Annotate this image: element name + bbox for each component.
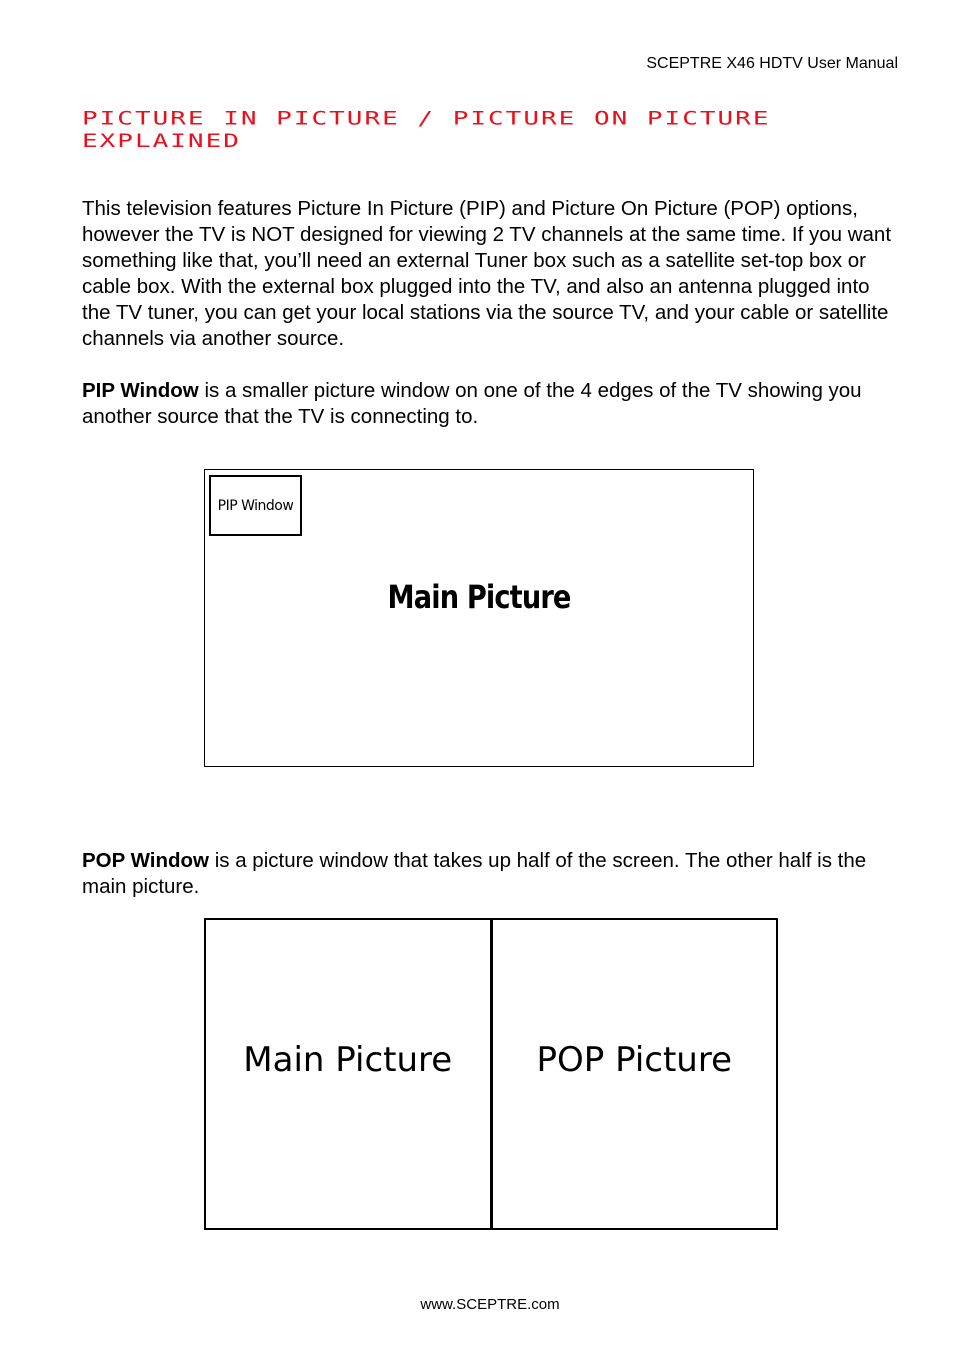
pop-term: POP Window xyxy=(82,849,209,872)
pop-main-picture-label: Main Picture xyxy=(243,1040,453,1080)
pop-diagram xyxy=(204,918,778,1230)
pip-term: PIP Window xyxy=(82,379,199,402)
pip-main-picture-label: Main Picture xyxy=(387,578,571,616)
pip-description: is a smaller picture window on one of the 4 edges of the TV showing you another source that the TV is connecting to. xyxy=(82,379,862,428)
pop-paragraph xyxy=(82,848,902,900)
page-header: SCEPTRE X46 HDTV User Manual xyxy=(646,55,898,72)
pop-picture-label: POP Picture xyxy=(536,1040,732,1080)
pop-description: is a picture window that takes up half of the screen. The other half is the main picture. xyxy=(82,849,867,898)
pip-paragraph xyxy=(82,378,902,430)
intro-paragraph: This television features Picture In Picture (PIP) and Picture On Picture (POP) options, however the TV is NOT designed for viewing 2 TV channels at the same time. If you want something like that, you’ll need an external Tuner box such as a satellite set-top box or cable box. With the external box plugged into the TV, and also an antenna plugged into the TV tuner, you can get your local stations via the source TV, and your cable or satellite channels via another source. xyxy=(82,197,892,350)
page-footer: www.SCEPTRE.com xyxy=(420,1296,560,1313)
section-title: PICTURE IN PICTURE / PICTURE ON PICTURE EXPLAINED xyxy=(82,108,771,152)
pip-window-box: PIP Window xyxy=(209,475,302,536)
pip-diagram xyxy=(204,469,754,767)
